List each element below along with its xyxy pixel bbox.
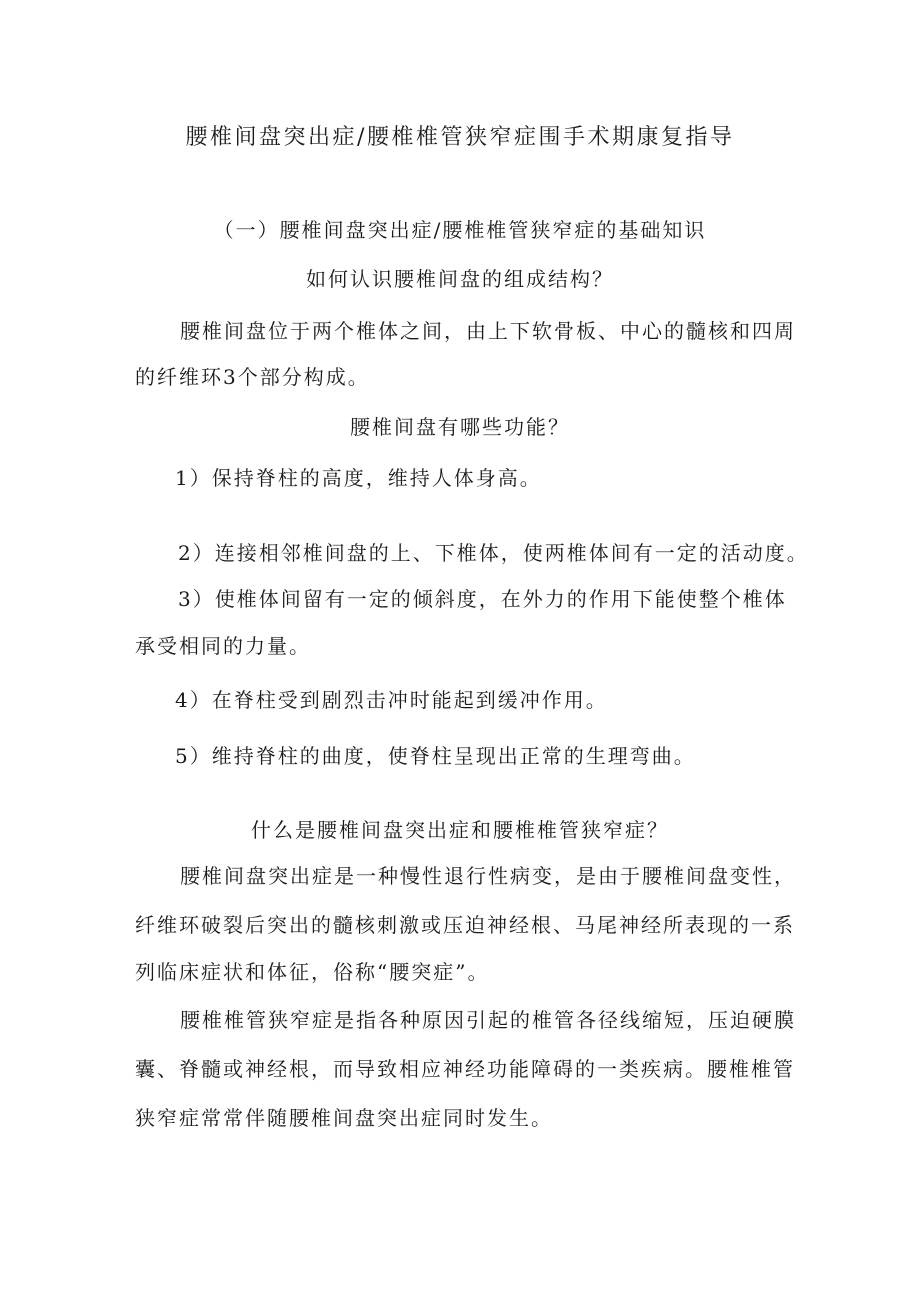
function-list-item-continued: 承受相同的力量。 — [135, 634, 311, 658]
function-list-item: 5）维持脊柱的曲度，使脊柱呈现出正常的生理弯曲。 — [175, 744, 696, 768]
question-definition: 什么是腰椎间盘突出症和腰椎椎管狭窄症？ — [251, 818, 669, 842]
definition-paragraph-line: 列临床症状和体征，俗称“腰突症”。 — [135, 960, 490, 984]
function-list-item: 4）在脊柱受到剧烈击冲时能起到缓冲作用。 — [175, 688, 608, 712]
document-title: 腰椎间盘突出症/腰椎椎管狭窄症围手术期康复指导 — [185, 125, 735, 150]
question-function: 腰椎间盘有哪些功能？ — [350, 415, 570, 439]
definition-paragraph-line: 纤维环破裂后突出的髓核刺激或压迫神经根、马尾神经所表现的一系 — [135, 913, 795, 937]
stenosis-paragraph-line: 腰椎椎管狭窄症是指各种原因引起的椎管各径线缩短，压迫硬膜 — [180, 1008, 796, 1032]
definition-paragraph-line: 腰椎间盘突出症是一种慢性退行性病变，是由于腰椎间盘变性， — [180, 864, 796, 888]
answer-structure-line: 的纤维环3个部分构成。 — [135, 365, 370, 389]
answer-structure-line: 腰椎间盘位于两个椎体之间，由上下软骨板、中心的髓核和四周 — [180, 319, 796, 343]
function-list-item: 1）保持脊柱的高度，维持人体身高。 — [175, 466, 542, 490]
stenosis-paragraph-line: 囊、脊髓或神经根，而导致相应神经功能障碍的一类疾病。腰椎椎管 — [135, 1057, 795, 1081]
function-list-item: 3）使椎体间留有一定的倾斜度，在外力的作用下能使整个椎体 — [178, 587, 787, 611]
question-structure: 如何认识腰椎间盘的组成结构？ — [306, 267, 614, 291]
stenosis-paragraph-line: 狭窄症常常伴随腰椎间盘突出症同时发生。 — [135, 1106, 553, 1130]
function-list-item: 2）连接相邻椎间盘的上、下椎体，使两椎体间有一定的活动度。 — [178, 541, 809, 565]
section-heading: （一）腰椎间盘突出症/腰椎椎管狭窄症的基础知识 — [213, 218, 707, 242]
